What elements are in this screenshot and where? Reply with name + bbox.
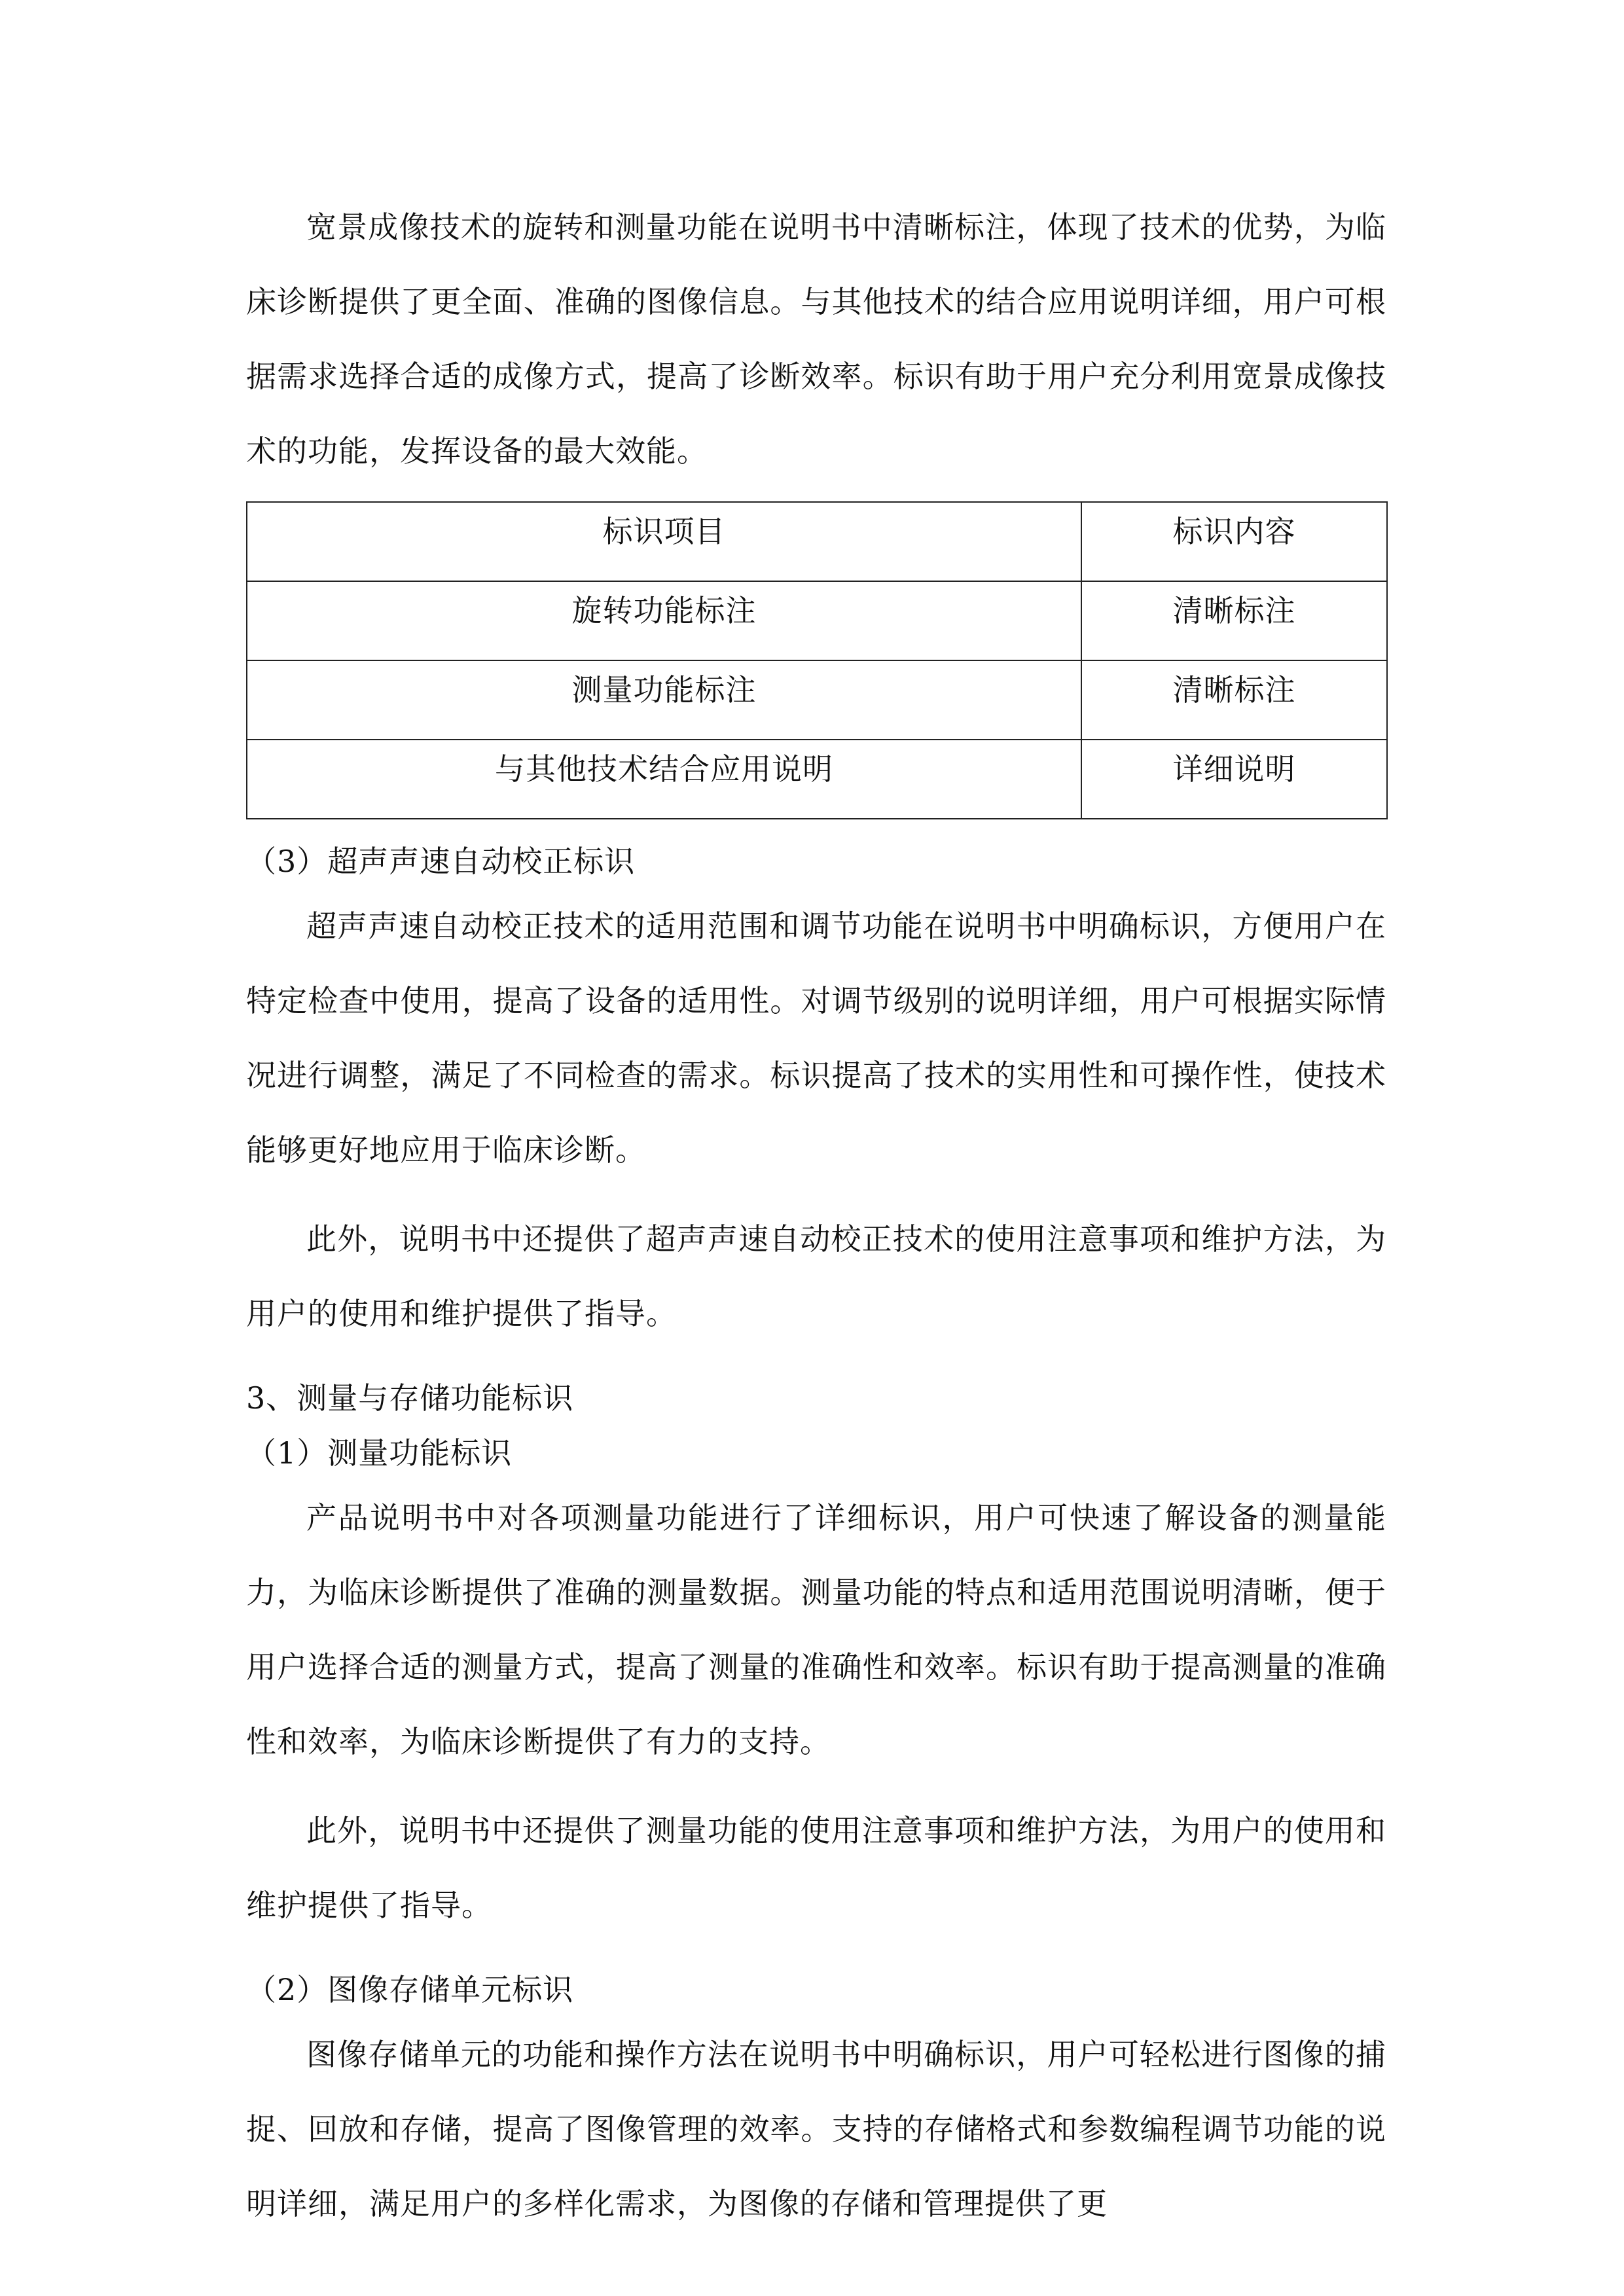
chapter-heading-measure-storage: 3、测量与存储功能标识 (246, 1380, 574, 1416)
section-heading-measure: （1）测量功能标识 (246, 1435, 513, 1471)
measure-maintenance-paragraph: 此外，说明书中还提供了测量功能的使用注意事项和维护方法，为用户的使用和维护提供了指导。 (246, 1813, 1386, 1923)
measure-paragraph: 产品说明书中对各项测量功能进行了详细标识，用户可快速了解设备的测量能力，为临床诊断提供了准确的测量数据。测量功能的特点和适用范围说明清晰，便于用户选择合适的测量方式，提高了测量的准确性和效率。标识有助于提高测量的准确性和效率，为临床诊断提供了有力的支持。 (246, 1500, 1386, 1759)
table-cell: 清晰标注 (1081, 581, 1387, 660)
table-cell: 测量功能标注 (247, 660, 1081, 740)
document-body (246, 190, 1386, 2241)
section-heading-sound-speed: （3）超声声速自动校正标识 (246, 844, 636, 879)
table-row (247, 660, 1387, 740)
table-row (247, 740, 1387, 819)
table-cell: 详细说明 (1081, 740, 1387, 819)
table-cell: 旋转功能标注 (247, 581, 1081, 660)
sound-speed-paragraph: 超声声速自动校正技术的适用范围和调节功能在说明书中明确标识，方便用户在特定检查中使用，提高了设备的适用性。对调节级别的说明详细，用户可根据实际情况进行调整，满足了不同检查的需求。标识提高了技术的实用性和可操作性，使技术能够更好地应用于临床诊断。 (246, 908, 1386, 1168)
table-header-row (247, 502, 1387, 581)
sound-speed-maintenance-paragraph: 此外，说明书中还提供了超声声速自动校正技术的使用注意事项和维护方法，为用户的使用和维护提供了指导。 (246, 1221, 1386, 1331)
table-cell: 与其他技术结合应用说明 (247, 740, 1081, 819)
identification-table (246, 501, 1388, 819)
image-storage-paragraph: 图像存储单元的功能和操作方法在说明书中明确标识，用户可轻松进行图像的捕捉、回放和存储，提高了图像管理的效率。支持的存储格式和参数编程调节功能的说明详细，满足用户的多样化需求，为图像的存储和管理提供了更 (246, 2037, 1386, 2221)
table-header-cell: 标识内容 (1081, 502, 1387, 581)
table-row (247, 581, 1387, 660)
intro-paragraph: 宽景成像技术的旋转和测量功能在说明书中清晰标注，体现了技术的优势，为临床诊断提供了更全面、准确的图像信息。与其他技术的结合应用说明详细，用户可根据需求选择合适的成像方式，提高了诊断效率。标识有助于用户充分利用宽景成像技术的功能，发挥设备的最大效能。 (246, 209, 1386, 469)
section-heading-image-storage: （2）图像存储单元标识 (246, 1972, 574, 2007)
table-cell: 清晰标注 (1081, 660, 1387, 740)
table-header-cell: 标识项目 (247, 502, 1081, 581)
